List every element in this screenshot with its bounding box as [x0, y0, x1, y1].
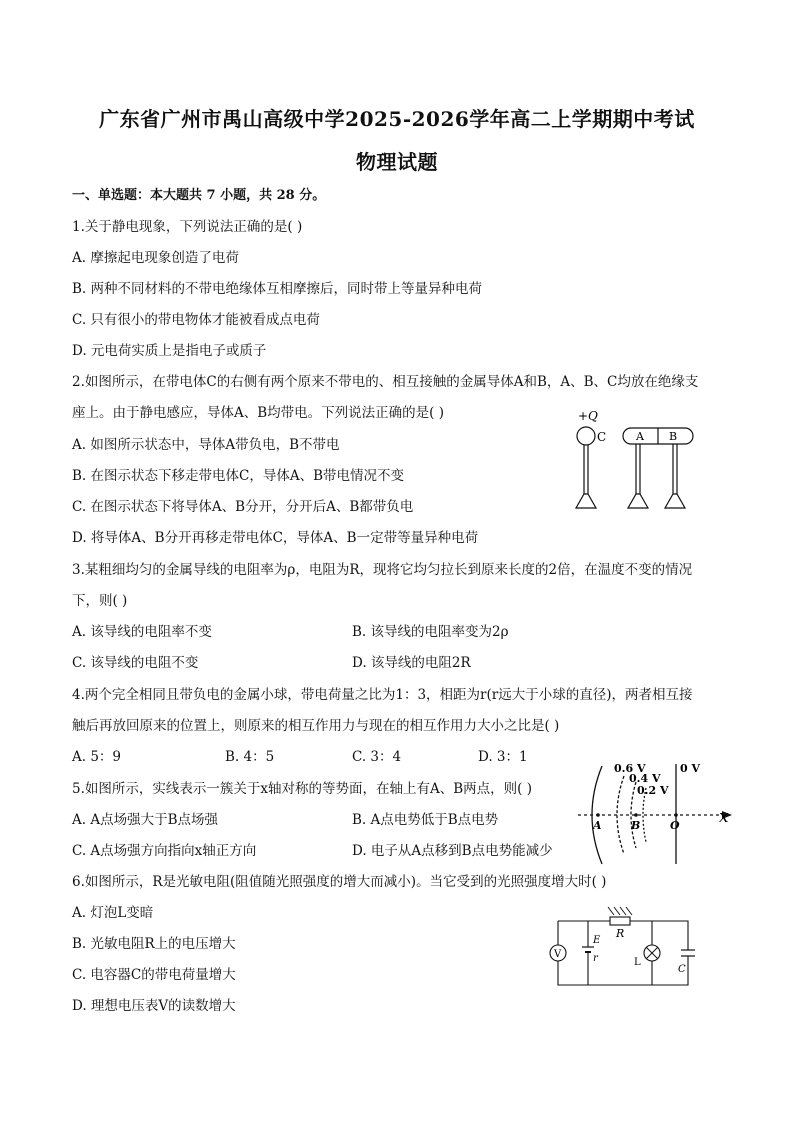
q5-option-d: D. 电子从A点移到B点电势能减少 — [352, 843, 553, 859]
q5-axis-x: x — [719, 807, 729, 827]
q4-option-d: D. 3：1 — [478, 749, 528, 765]
q6-option-d: D. 理想电压表V的读数增大 — [72, 998, 236, 1014]
q2-label-a: A — [636, 430, 644, 443]
q2-option-d: D. 将导体A、B分开再移走带电体C，导体A、B一定带等量异种电荷 — [72, 530, 479, 546]
q3-stem-line1: 3.某粗细均匀的金属导线的电阻率为ρ，电阻为R，现将它均匀拉长到原来长度的2倍，在温度不变的情况 — [72, 562, 693, 578]
q3-option-a: A. 该导线的电阻率不变 — [72, 624, 212, 640]
q1-stem: 1.关于静电现象，下列说法正确的是( ) — [72, 219, 303, 235]
q6-stem: 6.如图所示，R是光敏电阻(阻值随光照强度的增大而减小)。当它受到的光照强度增大时( ) — [72, 874, 607, 890]
q4-stem-line1: 4.两个完全相同且带负电的金属小球，带电荷量之比为1：3，相距为r(r远大于小球的直径)，两者相互接 — [72, 687, 693, 703]
q3-option-b: B. 该导线的电阻率变为2ρ — [352, 624, 509, 640]
q5-option-a: A. A点场强大于B点场强 — [72, 812, 219, 828]
q5-option-c: C. A点场强方向指向x轴正方向 — [72, 843, 257, 859]
section-heading: 一、单选题：本大题共 7 小题，共 28 分。 — [72, 188, 326, 203]
q3-option-d: D. 该导线的电阻2R — [352, 655, 471, 671]
q5-stem: 5.如图所示，实线表示一簇关于x轴对称的等势面，在轴上有A、B两点，则( ) — [72, 781, 532, 797]
q2-label-c: C — [597, 430, 607, 444]
q5-label-02v: 0.2 V — [637, 784, 669, 797]
q5-equipotential-figure — [572, 760, 738, 870]
q5-point-b: B — [631, 819, 641, 832]
q5-option-b: B. A点电势低于B点电势 — [352, 812, 499, 828]
q6-label-r: R — [616, 927, 625, 940]
q1-option-d: D. 元电荷实质上是指电子或质子 — [72, 343, 267, 359]
q6-label-e: E — [593, 935, 601, 946]
q4-option-b: B. 4：5 — [225, 749, 275, 765]
q2-stem-line2: 座上。由于静电感应，导体A、B均带电。下列说法正确的是( ) — [72, 405, 444, 421]
q1-option-b: B. 两种不同材料的不带电绝缘体互相摩擦后，同时带上等量异种电荷 — [72, 281, 483, 297]
q2-option-b: B. 在图示状态下移走带电体C，导体A、B带电情况不变 — [72, 468, 405, 484]
q5-point-o: O — [670, 819, 680, 832]
q5-label-04v: 0.4 V — [629, 772, 661, 785]
q3-option-c: C. 该导线的电阻不变 — [72, 655, 199, 671]
q4-stem-line2: 触后再放回原来的位置上，则原来的相互作用力与现在的相互作用力大小之比是( ) — [72, 718, 560, 734]
q5-label-06v: 0.6 V — [614, 762, 646, 775]
q2-option-a: A. 如图所示状态中，导体A带负电，B不带电 — [72, 437, 340, 453]
q4-option-c: C. 3：4 — [352, 749, 402, 765]
q4-option-a: A. 5：9 — [72, 749, 122, 765]
q2-label-b: B — [669, 430, 678, 443]
q3-stem-line2: 下，则( ) — [72, 593, 128, 609]
q1-option-a: A. 摩擦起电现象创造了电荷 — [72, 250, 239, 266]
q1-option-c: C. 只有很小的带电物体才能被看成点电荷 — [72, 312, 320, 328]
q2-sphere-c — [577, 427, 595, 445]
q6-option-b: B. 光敏电阻R上的电压增大 — [72, 936, 236, 952]
page-title: 广东省广州市禺山高级中学2025-2026学年高二上学期期中考试 — [99, 107, 695, 131]
q2-conductor-figure — [566, 406, 706, 514]
q2-option-c: C. 在图示状态下将导体A、B分开，分开后A、B都带负电 — [72, 499, 414, 515]
q6-option-c: C. 电容器C的带电荷量增大 — [72, 967, 236, 983]
q2-stem-line1: 2.如图所示，在带电体C的右侧有两个原来不带电的、相互接触的金属导体A和B，A、B、C均放在绝缘支 — [72, 374, 699, 390]
page-subtitle: 物理试题 — [356, 150, 438, 174]
q5-label-0v: 0 V — [680, 762, 701, 775]
q6-photoresistor — [610, 917, 630, 925]
q6-label-l: L — [634, 957, 641, 968]
q6-option-a: A. 灯泡L变暗 — [72, 905, 154, 921]
q6-label-c: C — [678, 964, 686, 975]
q6-label-v: V — [554, 949, 562, 960]
q5-point-a: A — [593, 819, 602, 832]
q6-circuit-figure — [542, 903, 702, 993]
q6-label-internal-r: r — [593, 953, 598, 964]
q2-charge-label: +Q — [578, 409, 598, 423]
